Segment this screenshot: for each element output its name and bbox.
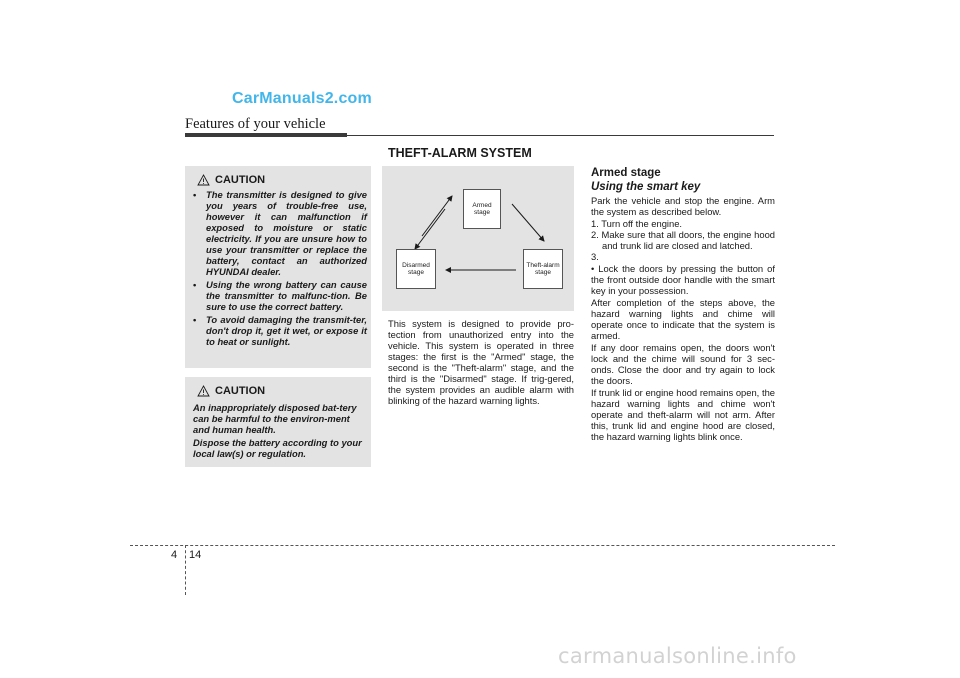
smart-key-subheading: Using the smart key	[591, 181, 701, 193]
disarmed-stage-label: Disarmed stage	[402, 261, 430, 276]
arrow-disarmed-to-armed	[422, 196, 452, 236]
caution-paragraph: An inappropriately disposed bat-tery can be harmful to the environ-ment and human health.	[193, 402, 357, 435]
intro-paragraph: Park the vehicle and stop the engine. Arm the system as described below.	[591, 195, 775, 217]
footer-section-number: 4	[171, 549, 178, 561]
stage-arrows	[382, 166, 574, 311]
caution-box-battery	[185, 377, 371, 467]
step-item: 1. Turn off the engine.	[591, 218, 683, 229]
step-item: 2. Make sure that all doors, the engine hood and trunk lid are closed and latched.	[591, 229, 775, 251]
caution-battery-text	[193, 402, 365, 461]
arrow-armed-to-theft	[512, 204, 544, 241]
step-detail: • Lock the doors by pressing the button of the front outside door handle with the smart key in your possession.	[591, 263, 775, 296]
caution-heading-label: CAUTION	[215, 174, 266, 186]
arrow-armed-to-disarmed	[415, 209, 445, 249]
caution-heading	[197, 385, 265, 397]
body-paragraph: If any door remains open, the doors won't lock and the chime will sound for 3 sec-onds. Close the door and try again to lock the doors.	[591, 342, 775, 386]
armed-stage-label: Armed stage	[472, 201, 492, 216]
caution-heading	[197, 174, 265, 186]
armed-stage-heading: Armed stage	[591, 167, 661, 179]
section-title: THEFT-ALARM SYSTEM	[388, 146, 532, 160]
theft-alarm-stage-box	[523, 249, 563, 289]
warning-triangle-icon	[197, 385, 210, 397]
warning-triangle-icon	[197, 174, 210, 186]
header-title: Features of your vehicle	[185, 116, 326, 132]
body-paragraph: After completion of the steps above, the hazard warning lights and chime will operate once to indicate that the system is armed.	[591, 297, 775, 341]
caution-box-transmitter	[185, 166, 371, 368]
caution-item: • The transmitter is designed to give you years of trouble-free use, however it can malfunction if exposed to moisture or static electricity. If you are unsure how to use your transmitter or replace the battery, contact an authorized HYUNDAI dealer.	[193, 189, 367, 277]
watermark-carmanualsonline: carmanualsonline.info	[558, 644, 797, 668]
footer-divider	[185, 545, 186, 595]
footer-page-number: 14	[189, 549, 202, 561]
disarmed-stage-box	[396, 249, 436, 289]
caution-item-text: To avoid damaging the transmit-ter, don't drop it, get it wet, or expose it to heat or sunlight.	[206, 314, 367, 347]
footer-rule	[130, 545, 835, 546]
caution-item: • To avoid damaging the transmit-ter, don't drop it, get it wet, or expose it to heat or sunlight.	[193, 314, 367, 347]
armed-stage-section	[591, 166, 775, 443]
system-description: This system is designed to provide pro-tection from unauthorized entry into the vehicle. This system is operated in three stages: the first is the "Armed" stage, the second is the "Theft-alarm" stage, and the third is the "Disarmed" stage. If trig-gered, the system provides an audible alarm with blinking of the hazard warning lights.	[388, 318, 574, 406]
caution-item-text: The transmitter is designed to give you years of trouble-free use, however it can malfunction if exposed to moisture or static electricity. If you are unsure how to use your transmitter or replace the battery, contact an authorized HYUNDAI dealer.	[206, 189, 367, 277]
theft-alarm-stage-label: Theft-alarm stage	[526, 261, 560, 276]
armed-stage-box	[463, 189, 501, 229]
body-paragraph: If trunk lid or engine hood remains open, the hazard warning lights and chime won't operate and theft-alarm will not arm. After this, trunk lid and engine hood are closed, the hazard warning lights blink once.	[591, 387, 775, 442]
step-item: 3.	[591, 251, 599, 262]
caution-item-text: Using the wrong battery can cause the transmitter to malfunc-tion. Be sure to use the correct battery.	[206, 279, 367, 312]
header-rule	[347, 135, 774, 136]
caution-heading-label: CAUTION	[215, 385, 266, 397]
alarm-stage-diagram	[382, 166, 574, 311]
caution-item: • Using the wrong battery can cause the transmitter to malfunc-tion. Be sure to use the correct battery.	[193, 279, 367, 312]
watermark-carmanuals2: CarManuals2.com	[232, 90, 372, 107]
caution-paragraph: Dispose the battery according to your local law(s) or regulation.	[193, 437, 362, 459]
header-bar	[185, 133, 347, 137]
caution-list	[193, 189, 367, 349]
